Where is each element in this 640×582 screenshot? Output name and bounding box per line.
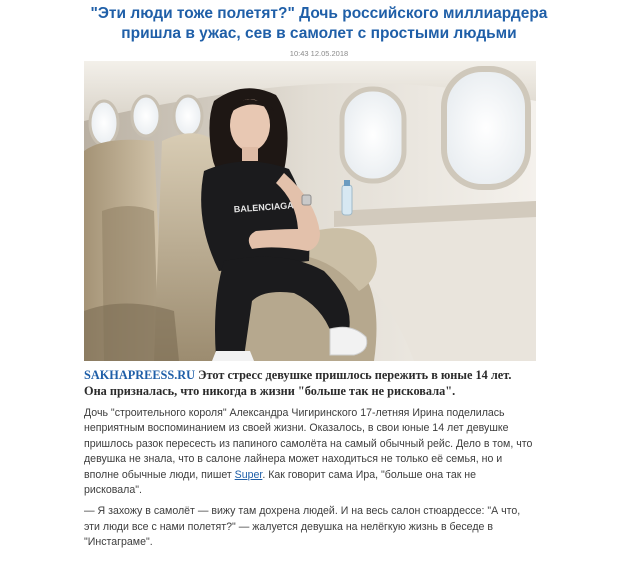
- article-paragraph-2: — Я захожу в самолёт — вижу там дохрена людей. И на весь салон стюардессе: "А что, эти люди все с нами полетят?" — жалуется девушка на нелёгкую жизнь в беседе в "Инстаграме".: [84, 505, 521, 549]
- svg-text:BALENCIAGA: BALENCIAGA: [233, 200, 295, 215]
- paragraph-1-text: Дочь "строительного короля" Александра Чигиринского 17-летняя Ирина поделилась неприятным воспоминанием из своей жизни. Оказалось, в свои юные 14 лет девушке пришлось разок пересесть из папиного самолёта на самый обычный рейс. Дело в том, что девушка не знала, что в салоне лайнера может находиться не только её семья, но и вполне обычные люди, пишет: [84, 407, 533, 481]
- article-photo: [84, 61, 536, 361]
- article: [84, 0, 554, 551]
- jet-cabin-photo: [84, 61, 536, 361]
- article-lead: [84, 367, 536, 399]
- article-headline: "Эти люди тоже полетят?" Дочь российского миллиардера пришла в ужас, сев в самолет с простыми людьми: [90, 5, 548, 42]
- source-link-super[interactable]: Super: [234, 468, 263, 481]
- article-timestamp: 10:43 12.05.2018: [289, 49, 349, 58]
- article-paragraph-1: [84, 406, 536, 498]
- paragraph-1-text-end: . Как говорит сама Ира, "больше она так не рисковала".: [84, 468, 477, 497]
- lead-source[interactable]: SAKHAPREESS.RU: [84, 368, 196, 382]
- lead-text: Этот стресс девушке пришлось пережить в юные 14 лет. Она призналась, что никогда в жизни "больше так не рисковала".: [84, 368, 512, 398]
